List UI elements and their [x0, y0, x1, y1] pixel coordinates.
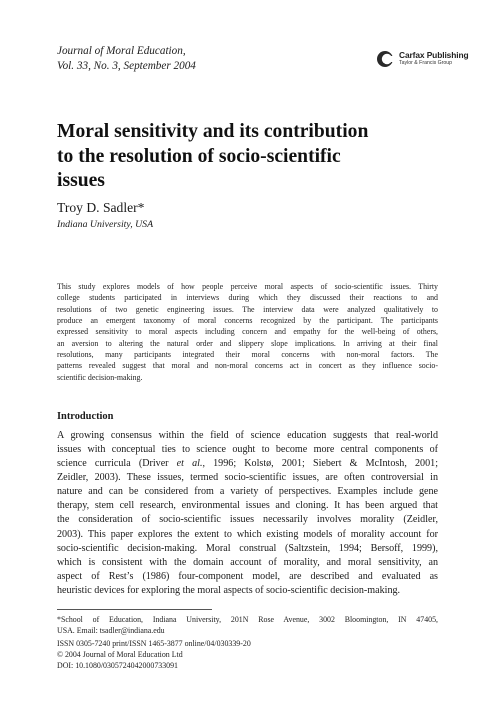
title-line: Moral sensitivity and its contribution	[57, 121, 369, 142]
body-line: Zeidler, 2003). These issues, termed socio-scientific issues, are often controversial in	[57, 472, 438, 484]
abstract-line: expressed sensitivity to moral aspects including concern and empathy for the well-being of others,	[57, 327, 438, 337]
body-line: which is consistent with the domain account of morality, and moral sensitivity, an	[57, 556, 438, 568]
abstract-line: an aversion to altering the natural order and slippery slope implications. In arriving at their final	[57, 338, 438, 348]
article-title	[57, 120, 447, 194]
abstract-line: college students participated in interviews during which they discussed their reactions to and	[57, 293, 438, 303]
footnote	[57, 614, 438, 636]
abstract-line: patterns revealed suggest that moral and non-moral concerns act in concert as they influence socio-	[57, 361, 438, 371]
copyright-line: © 2004 Journal of Moral Education Ltd	[57, 650, 183, 660]
publisher-logo	[376, 48, 469, 70]
introduction-paragraph	[57, 429, 438, 598]
et-al-italic: et al.	[176, 458, 203, 470]
title-line: issues	[57, 170, 105, 191]
body-line: therapy, stem cell research, environmental issues and cloning. It has been argued that	[57, 500, 438, 512]
publication-metadata	[57, 638, 251, 671]
body-text-segment: science curricula (Driver	[57, 458, 177, 470]
footnote-line: *School of Education, Indiana University, 201N Rose Avenue, 3002 Bloomington, IN 47405,	[57, 615, 438, 624]
author-name: Troy D. Sadler*	[57, 200, 145, 215]
abstract-line: resolutions of two genetic engineering issues. The interview data were analyzed qualitatively to	[57, 304, 438, 314]
footnote-line: USA. Email: tsadler@indiana.edu	[57, 626, 165, 635]
abstract-line: This study explores models of how people perceive moral aspects of socio-scientific issues. Thirty	[57, 282, 438, 291]
journal-issue: Vol. 33, No. 3, September 2004	[57, 59, 196, 72]
journal-citation	[57, 44, 196, 73]
abstract-line: produce an emergent taxonomy of moral concerns recognized by the participant. The participants	[57, 316, 438, 326]
body-line: the consideration of socio-scientific issues necessarily involves morality (Zeidler,	[57, 514, 438, 526]
body-line: heuristic devices for exploring the moral aspects of socio-scientific decision-making.	[57, 584, 401, 596]
body-line: nature and can be considered from a variety of perspectives. Examples include gene	[57, 486, 438, 498]
body-line	[57, 457, 438, 471]
publisher-name: Carfax Publishing	[399, 50, 469, 60]
title-line: to the resolution of socio-scientific	[57, 145, 341, 167]
abstract-line: scientific decision-making.	[57, 372, 143, 382]
section-heading-introduction: Introduction	[57, 411, 114, 422]
body-text-segment: , 1996; Kolstø, 2001; Siebert & McIntosh, 2001;	[202, 458, 438, 470]
body-line: 2003). This paper explores the extent to which existing models of morality account for	[57, 528, 438, 540]
body-line: issues with conceptual ties to science ought to become more central components of	[57, 444, 438, 456]
abstract	[57, 281, 438, 383]
footnote-divider	[57, 609, 212, 610]
body-line: A growing consensus within the field of science education suggests that real-world	[57, 430, 438, 441]
carfax-logo-icon	[376, 50, 396, 68]
publisher-group: Taylor & Francis Group	[399, 60, 453, 66]
journal-name: Journal of Moral Education,	[57, 45, 186, 57]
doi-line: DOI: 10.1080/0305724042000733091	[57, 661, 178, 671]
issn-line: ISSN 0305-7240 print/ISSN 1465-3877 online/04/030339-20	[57, 639, 251, 648]
abstract-line: resolutions, many participants integrated their moral concerns with non-moral factors. The	[57, 350, 438, 360]
body-line: aspect of Rest’s (1986) four-component model, are described and evaluated as	[57, 570, 438, 582]
author-affiliation: Indiana University, USA	[57, 219, 154, 230]
body-line: socio-scientific decision-making. Moral construal (Saltzstein, 1994; Bersoff, 1999),	[57, 542, 438, 554]
